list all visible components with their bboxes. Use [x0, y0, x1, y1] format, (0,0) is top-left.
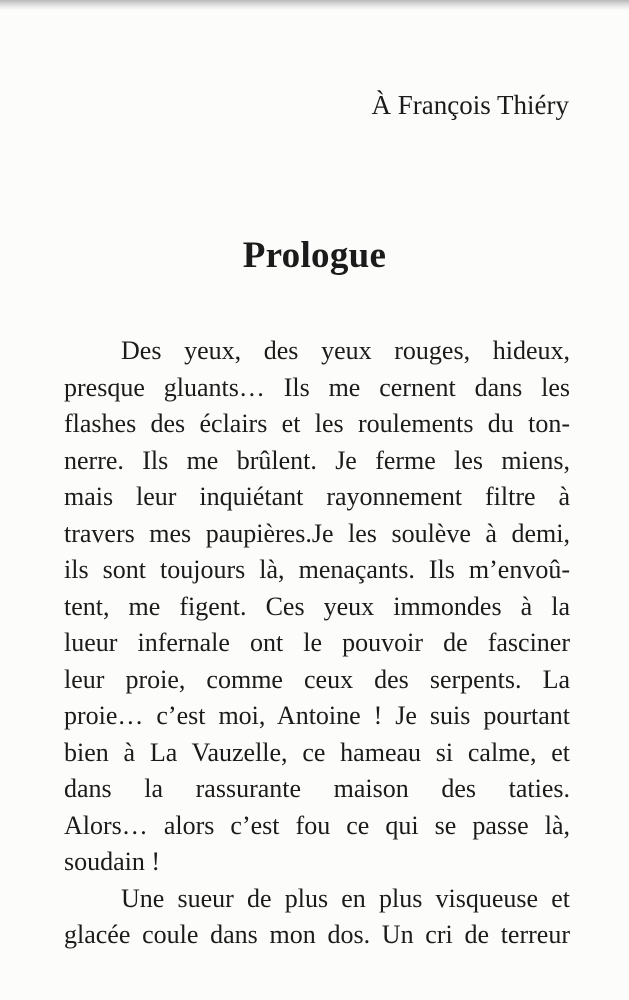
text-line: glacée coule dans mon dos. Un cri de terreur: [64, 920, 570, 949]
text-line: Des yeux, des yeux rouges, hideux,: [121, 336, 570, 365]
text-line: nerre. Ils me brûlent. Je ferme les miens,: [64, 445, 570, 475]
text-line: Une sueur de plus en plus visqueuse et: [121, 883, 570, 913]
body-text: [64, 333, 570, 954]
text-line: presque gluants… Ils me cernent dans les: [64, 372, 570, 402]
text-line: dans la rassurante maison des taties.: [64, 774, 570, 803]
chapter-title: Prologue: [242, 234, 387, 276]
text-line: ils sont toujours là, menaçants. Ils m’envoû-: [64, 555, 570, 584]
text-line: tent, me figent. Ces yeux immondes à la: [64, 591, 570, 621]
text-line: Alors… alors c’est fou ce qui se passe là,: [64, 810, 570, 840]
text-line: travers mes paupières.Je les soulève à demi,: [64, 518, 570, 548]
text-line: flashes des éclairs et les roulements du ton-: [64, 409, 570, 438]
text-line: mais leur inquiétant rayonnement filtre à: [64, 482, 570, 511]
dedication: À François Thiéry: [371, 90, 569, 120]
text-line: leur proie, comme ceux des serpents. La: [64, 664, 570, 694]
text-line: lueur infernale ont le pouvoir de fasciner: [64, 628, 570, 657]
text-line: proie… c’est moi, Antoine ! Je suis pourtant: [64, 701, 570, 730]
text-line: soudain !: [64, 847, 161, 876]
page-top-edge-shadow: [0, 0, 629, 10]
text-line: bien à La Vauzelle, ce hameau si calme, et: [64, 737, 570, 767]
